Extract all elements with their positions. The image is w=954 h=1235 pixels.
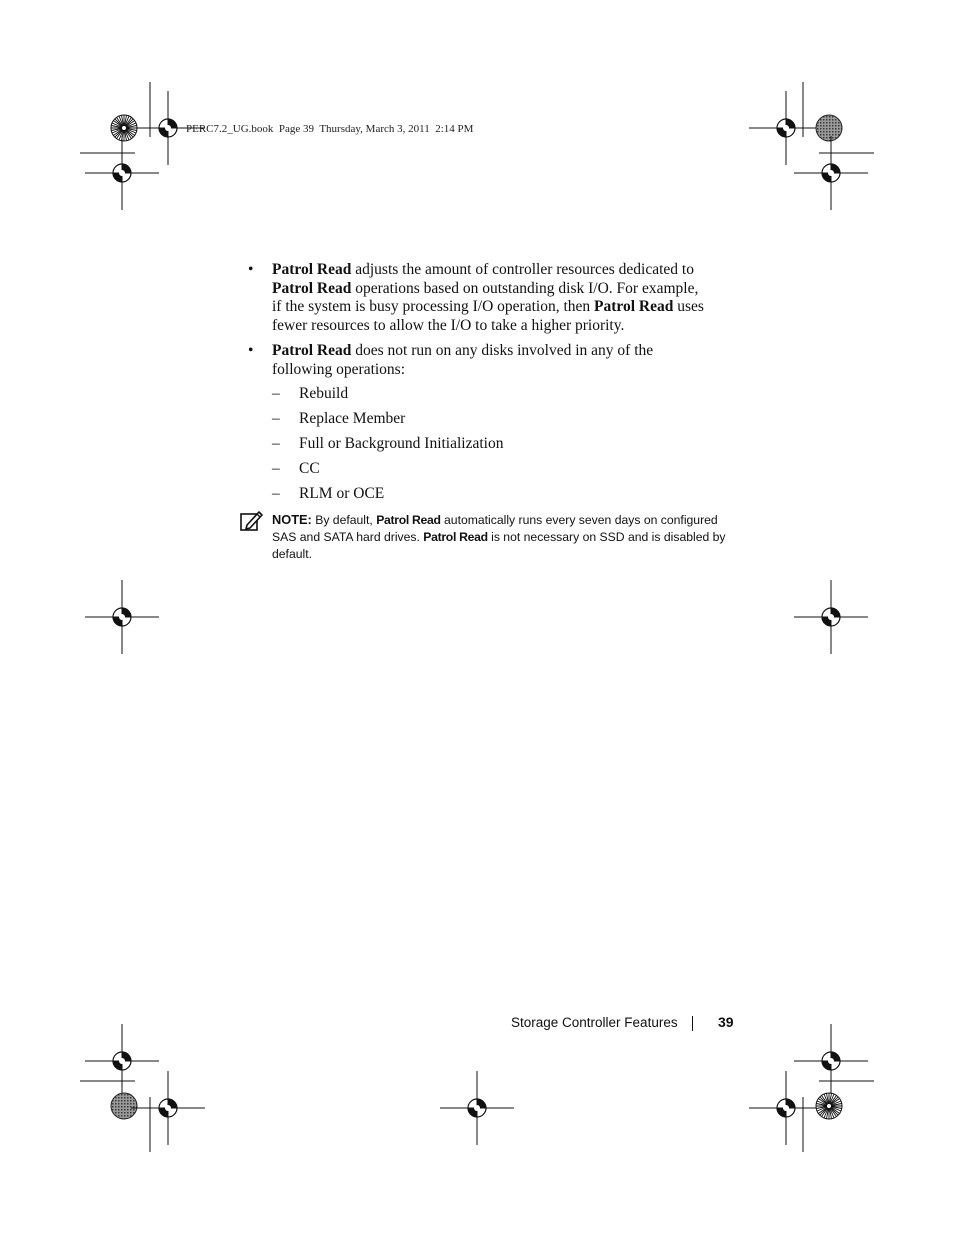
text-line bbox=[272, 342, 712, 361]
page-number: 39 bbox=[718, 1014, 734, 1030]
patrol-read-term: Patrol Read bbox=[423, 530, 488, 545]
text-run: if the system is busy processing I/O operation, then bbox=[272, 298, 595, 316]
text-run: fewer resources to allow the I/O to take a higher priority. bbox=[272, 317, 625, 335]
text-run: does not run on any disks involved in any of the bbox=[351, 342, 654, 359]
patrol-read-term: Patrol Read bbox=[272, 261, 352, 278]
note-block bbox=[272, 511, 742, 564]
text-line bbox=[272, 280, 712, 299]
sub-item: Rebuild bbox=[299, 385, 349, 402]
dash-marker: – bbox=[272, 410, 280, 427]
text-run: adjusts the amount of controller resources dedicated to bbox=[351, 261, 694, 278]
text-line bbox=[272, 298, 712, 317]
patrol-read-term: Patrol Read bbox=[594, 298, 674, 316]
note-label: NOTE: bbox=[272, 512, 312, 527]
text-run: default. bbox=[272, 547, 312, 562]
text-run: SAS and SATA hard drives. bbox=[272, 530, 424, 545]
text-run: following operations: bbox=[272, 360, 406, 378]
sub-item: Full or Background Initialization bbox=[299, 435, 504, 452]
text-run: uses bbox=[673, 298, 704, 316]
patrol-read-term: Patrol Read bbox=[272, 342, 352, 359]
dash-marker: – bbox=[272, 485, 280, 502]
dash-marker: – bbox=[272, 385, 280, 402]
print-slug: PERC7.2_UG.book Page 39 Thursday, March 3, 2011 2:14 PM bbox=[186, 123, 474, 135]
sub-item: RLM or OCE bbox=[299, 485, 385, 502]
sub-item: CC bbox=[299, 460, 320, 477]
bullet-item bbox=[272, 342, 712, 379]
pencil-note-icon bbox=[240, 510, 264, 532]
text-run: operations based on outstanding disk I/O. For example, bbox=[351, 279, 699, 297]
patrol-read-term: Patrol Read bbox=[376, 513, 441, 527]
dash-marker: – bbox=[272, 460, 280, 477]
text-line bbox=[272, 317, 712, 336]
patrol-read-term: Patrol Read bbox=[272, 279, 352, 297]
bullet-marker: • bbox=[248, 342, 254, 359]
bullet-marker: • bbox=[248, 261, 254, 278]
text-line bbox=[272, 261, 712, 280]
sub-item: Replace Member bbox=[299, 410, 406, 427]
footer-divider bbox=[692, 1016, 693, 1031]
bullet-item bbox=[272, 261, 712, 336]
text-line bbox=[272, 511, 742, 529]
text-line bbox=[272, 546, 742, 563]
text-run: automatically runs every seven days on configured bbox=[440, 513, 718, 527]
text-run: By default, bbox=[315, 513, 377, 527]
dash-marker: – bbox=[272, 435, 280, 452]
text-line bbox=[272, 529, 742, 546]
footer-section-title: Storage Controller Features bbox=[511, 1015, 678, 1030]
text-line bbox=[272, 361, 712, 380]
text-run: is not necessary on SSD and is disabled by bbox=[487, 530, 726, 545]
